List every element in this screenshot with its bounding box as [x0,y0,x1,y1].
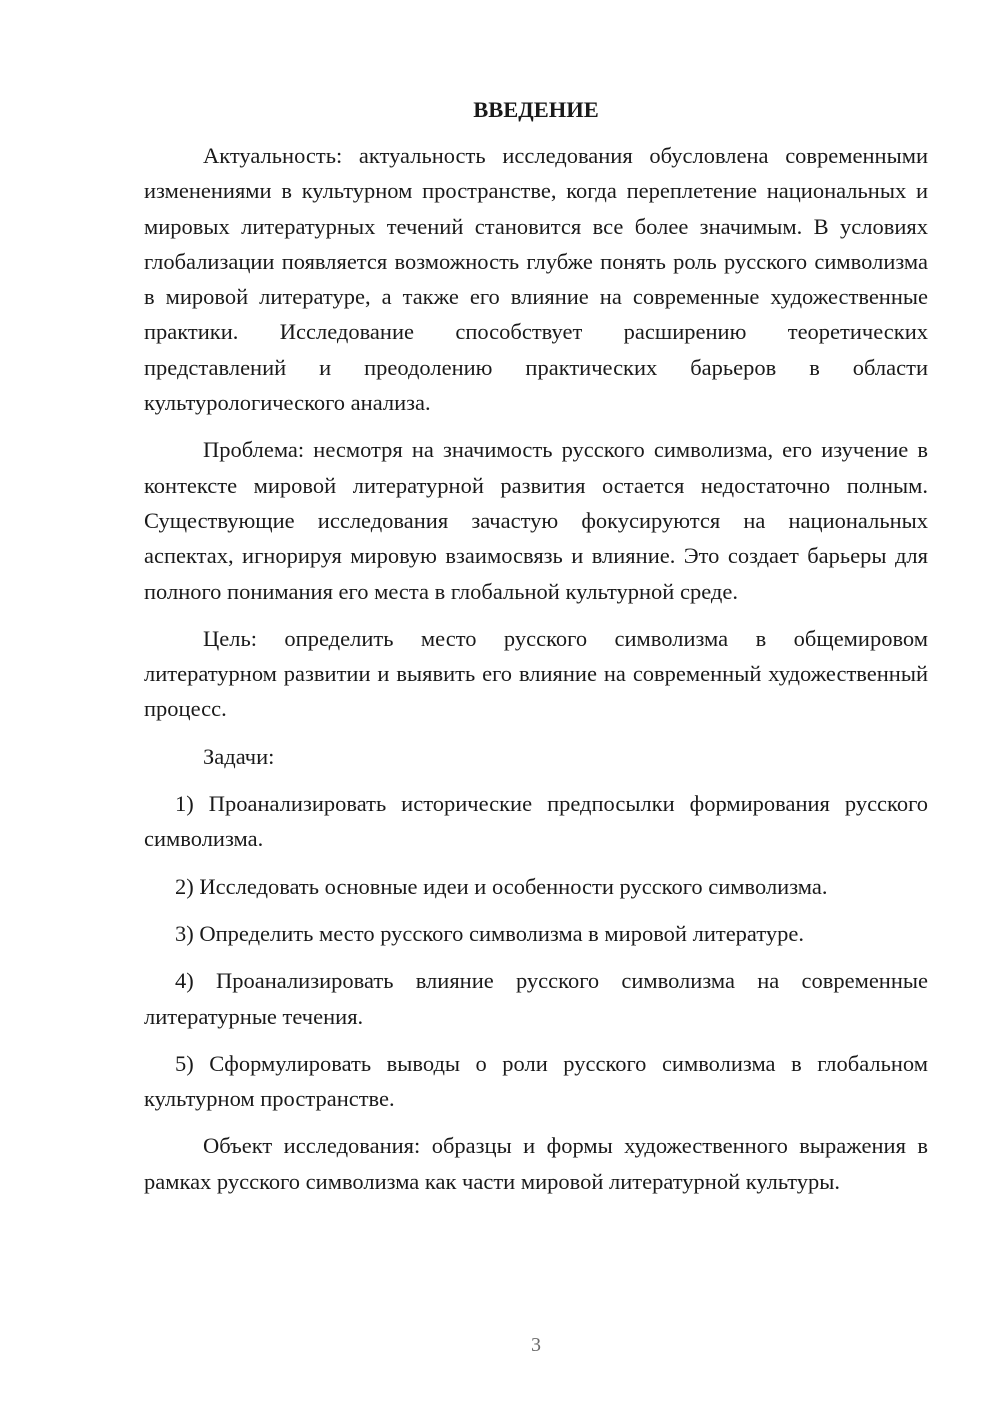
tasks-label: Задачи: [203,743,275,769]
task-item-3: 3) Определить место русского символизма в мировой литературе. [175,920,804,946]
task-item-2: 2) Исследовать основные идеи и особенности русского символизма. [175,873,828,899]
section-heading: ВВЕДЕНИЕ [473,97,599,122]
goal-paragraph: Цель: определить место русского символизма в общемировом литературном развитии и выявить его влияние на современный художественный процесс. [144,625,928,722]
task-item-5: 5) Сформулировать выводы о роли русского символизма в глобальном культурном пространстве. [144,1050,928,1112]
task-item-4: 4) Проанализировать влияние русского символизма на современные литературные течения. [144,968,928,1029]
page-number [0,1334,1000,1357]
problem-paragraph: Проблема: несмотря на значимость русского символизма, его изучение в контексте мировой литературной развития остается недостаточно полным. Существующие исследования зачастую фокусируются на национальных аспектах, игнорируя мировую взаимосвязь и влияние. Это создает барьеры для полного понимания его места в глобальной культурной среде. [144,437,928,604]
relevance-paragraph: Актуальность: актуальность исследования обусловлена современными изменениями в культурном пространстве, когда переплетение национальных и мировых литературных течений становится все более значимым. В условиях глобализации появляется возможность глубже понять роль русского символизма в мировой литературе, а также его влияние на современные художественные практики. Исследование способствует расширению теоретических представлений и преодолению практических барьеров в области культурологического анализа. [144,143,928,416]
page-content [144,94,928,1211]
object-paragraph: Объект исследования: образцы и формы художественного выражения в рамках русского символизма как части мировой литературной культуры. [144,1133,928,1194]
page-number-text: 3 [531,1334,541,1356]
task-item-1: 1) Проанализировать исторические предпосылки формирования русского символизма. [144,791,928,852]
